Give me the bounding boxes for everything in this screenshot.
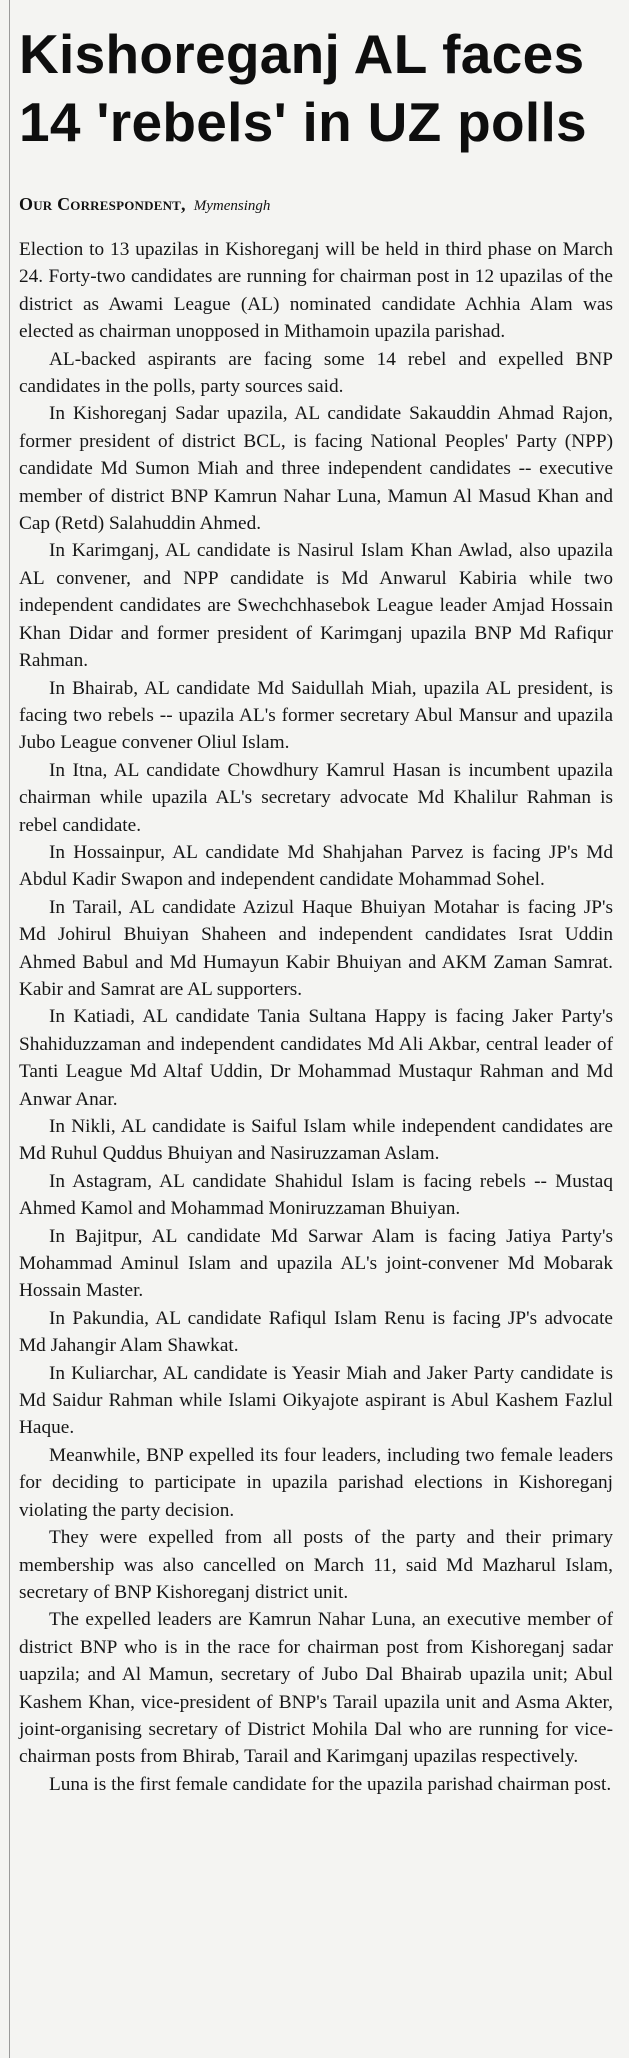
paragraph: In Hossainpur, AL candidate Md Shahjahan Parvez is facing JP's Md Abdul Kadir Swapon and independent candidate Mohammad Sohel. — [19, 841, 613, 891]
paragraph: The expelled leaders are Kamrun Nahar Luna, an executive member of district BNP who is in the race for chairman post from Kishoreganj sadar uapzila; and Al Mamun, secretary of Jubo Dal Bhairab upazila unit; Abul Kashem Khan, vice-president of BNP's Tarail upazila unit and Asma Akter, joint-organising secretary of District Mohila Dal who are running for vice-chairman posts from Bhirab, Tarail and Karimganj upazilas respectively. — [19, 1609, 613, 1768]
paragraph: In Itna, AL candidate Chowdhury Kamrul Hasan is incumbent upazila chairman while upazila AL's secretary advocate Md Khalilur Rahman is rebel candidate. — [19, 759, 613, 836]
headline-line-1: Kishoreganj AL faces — [19, 23, 585, 85]
paragraph: In Bhairab, AL candidate Md Saidullah Miah, upazila AL president, is facing two rebels -- upazila AL's former secretary Abul Mansur and upazila Jubo League convener Oliul Islam. — [19, 677, 613, 754]
paragraph: AL-backed aspirants are facing some 14 rebel and expelled BNP candidates in the polls, party sources said. — [19, 348, 613, 398]
paragraph: In Kuliarchar, AL candidate is Yeasir Miah and Jaker Party candidate is Md Saidur Rahman while Islami Oikyajote aspirant is Abul Kashem Fazlul Haque. — [19, 1362, 613, 1439]
paragraph: In Kishoreganj Sadar upazila, AL candidate Sakauddin Ahmad Rajon, former president of district BCL, is facing National Peoples' Party (NPP) candidate Md Sumon Miah and three independent candidates -- executive member of district BNP Kamrun Nahar Luna, Mamun Al Masud Khan and Cap (Retd) Salahuddin Ahmed. — [19, 403, 613, 535]
headline — [19, 0, 613, 156]
paragraph: Meanwhile, BNP expelled its four leaders, including two female leaders for deciding to participate in upazila parishad elections in Kishoreganj violating the party decision. — [19, 1444, 613, 1521]
paragraph: In Bajitpur, AL candidate Md Sarwar Alam is facing Jatiya Party's Mohammad Aminul Islam and upazila AL's joint-convener Md Mobarak Hossain Master. — [19, 1225, 613, 1302]
byline — [19, 194, 613, 216]
column-rule — [9, 0, 10, 2058]
paragraph: In Karimganj, AL candidate is Nasirul Islam Khan Awlad, also upazila AL convener, and NPP candidate is Md Anwarul Kabiria while two independent candidates are Swechchhasebok League leader Amjad Hossain Khan Didar and former president of Karimganj upazila BNP Md Rafiqur Rahman. — [19, 540, 613, 672]
paragraph: They were expelled from all posts of the party and their primary membership was also cancelled on March 11, said Md Mazharul Islam, secretary of BNP Kishoreganj district unit. — [19, 1527, 613, 1603]
paragraph: In Nikli, AL candidate is Saiful Islam while independent candidates are Md Ruhul Quddus Bhuiyan and Nasiruzzaman Aslam. — [19, 1116, 613, 1165]
paragraph: Luna is the first female candidate for the upazila parishad chairman post. — [49, 1773, 612, 1795]
byline-author: Our Correspondent, — [19, 194, 186, 214]
byline-place: Mymensingh — [193, 198, 271, 214]
article-body — [19, 236, 613, 1798]
paragraph: In Tarail, AL candidate Azizul Haque Bhuiyan Motahar is facing JP's Md Johirul Bhuiyan Shaheen and independent candidates Israt Uddin Ahmed Babul and Md Humayun Kabir Bhuiyan and AKM Zaman Samrat. Kabir and Samrat are AL supporters. — [19, 896, 613, 1000]
paragraph: In Katiadi, AL candidate Tania Sultana Happy is facing Jaker Party's Shahiduzzaman and independent candidates Md Ali Akbar, central leader of Tanti League Md Altaf Uddin, Dr Mohammad Mustaqur Rahman and Md Anwar Anar. — [19, 1006, 613, 1110]
paragraph: Election to 13 upazilas in Kishoreganj will be held in third phase on March 24. Forty-two candidates are running for chairman post in 12 upazilas of the district as Awami League (AL) nominated candidate Achhia Alam was elected as chairman unopposed in Mithamoin upazila parishad. — [19, 239, 613, 343]
paragraph: In Astagram, AL candidate Shahidul Islam is facing rebels -- Mustaq Ahmed Kamol and Mohammad Moniruzzaman Bhuiyan. — [19, 1170, 613, 1220]
paragraph: In Pakundia, AL candidate Rafiqul Islam Renu is facing JP's advocate Md Jahangir Alam Shawkat. — [19, 1307, 613, 1357]
headline-line-2: 14 'rebels' in UZ polls — [19, 91, 587, 153]
